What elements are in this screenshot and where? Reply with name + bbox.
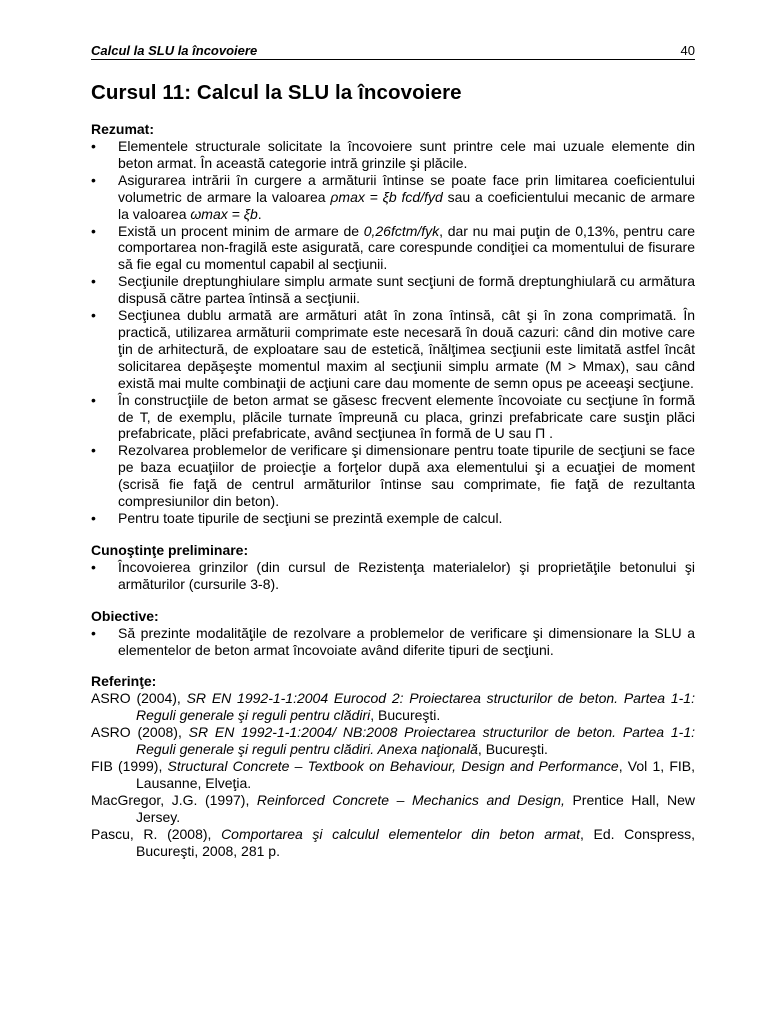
formula-rho-max: ρmax = ξb fcd/fyd (330, 188, 443, 205)
obiective-list (91, 625, 695, 659)
ref-title: Reinforced Concrete – Mechanics and Design, (256, 791, 565, 808)
text-span: , dar nu mai puţin de 0,13%, pentru care comportarea non-fragilă este asigurată, care corespunde condiţiei ca momentului de fisurare să fie egal cu momentul capabil al secţiunii. (118, 222, 695, 273)
text-span: Asigurarea intrării în curgere a armăturii întinse se poate face prin limitarea coeficientului volumetric de armare la valoarea (118, 171, 695, 205)
ref-publisher: , Ed. Conspress, Bucureşti, 2008, 281 p. (136, 825, 695, 859)
ref-author: ASRO (2004), (91, 690, 187, 707)
text-span: Există un procent minim de armare de (118, 222, 364, 239)
ref-title: Comportarea şi calculul elementelor din beton armat (221, 825, 581, 842)
text-span: sau a coeficientului mecanic de armare la valoarea (118, 188, 695, 222)
section-referinte (91, 673, 695, 859)
ref-title: SR EN 1992-1-1:2004/ NB:2008 Proiectarea structurilor de beton. Partea 1-1: Reguli generale şi reguli pentru clădiri. Anexa naţională (136, 724, 695, 758)
list-item (91, 172, 695, 223)
reference-item (91, 792, 695, 826)
reference-item (91, 758, 695, 792)
list-item: • În construcţiile de beton armat se găsesc frecvent elemente încovoiate cu secţiune în formă de T, de exemplu, plăcile turnate împreună cu placa, grinzi prefabricate care susţin plăci prefabricate, plăci prefabricate, având secţiunea în formă de U sau Π . (91, 392, 695, 443)
section-rezumat (91, 121, 695, 527)
text-span: . (257, 205, 262, 222)
page-number: 40 (680, 43, 695, 58)
list-item: • Secţiunile dreptunghiulare simplu armate sunt secţiuni de formă dreptunghiulară cu armătura dispusă către partea întinsă a secţiunii. (91, 273, 695, 307)
list-item: • Încovoierea grinzilor (din cursul de Rezistenţa materialelor) şi proprietăţile betonului şi armăturilor (cursurile 3-8). (91, 559, 695, 593)
ref-author: ASRO (2008), (91, 724, 189, 741)
ref-publisher: , Vol 1, FIB, Lausanne, Elveţia. (136, 758, 695, 791)
list-item: • Elementele structurale solicitate la încovoiere sunt printre cele mai uzuale elemente din beton armat. În această categorie intră grinzile şi plăcile. (91, 138, 695, 172)
list-item: • Pentru toate tipurile de secţiuni se prezintă exemple de calcul. (91, 510, 695, 527)
list-item: • Rezolvarea problemelor de verificare şi dimensionare pentru toate tipurile de secţiuni se face pe baza ecuaţiilor de proiecţie a forţelor după axa elementului şi a ecuaţiei de moment (scrisă fie faţă de centrul armăturilor întinse sau comprimate, fie faţă de rezultanta compresiunilor din beton). (91, 442, 695, 510)
running-header (91, 43, 695, 60)
section-obiective (91, 608, 695, 659)
list-item: • Să prezinte modalităţile de rezolvare a problemelor de verificare şi dimensionare la SLU a elementelor de beton armat încovoiate având diferite tipuri de secţiuni. (91, 625, 695, 659)
rezumat-list (91, 138, 695, 527)
ref-author: FIB (1999), (91, 758, 168, 775)
ref-title: Structural Concrete – Textbook on Behaviour, Design and Performance (167, 758, 619, 775)
cunostinte-list (91, 559, 695, 593)
ref-publisher: Prentice Hall, New Jersey. (136, 791, 695, 825)
page (91, 43, 695, 875)
formula-min-reinforcement: 0,26fctm/fyk (363, 222, 440, 239)
heading-rezumat: Rezumat: (91, 121, 155, 137)
reference-item (91, 724, 695, 758)
reference-item (91, 690, 695, 724)
heading-obiective: Obiective: (91, 607, 159, 624)
page-title: Cursul 11: Calcul la SLU la încovoiere (91, 81, 462, 104)
heading-cunostinte: Cunoştinţe preliminare: (91, 541, 249, 558)
formula-omega-max: ωmax = ξb (190, 205, 258, 222)
ref-publisher: , Bucureşti. (477, 741, 548, 758)
heading-referinte: Referinţe: (91, 673, 157, 690)
ref-author: MacGregor, J.G. (1997), (91, 791, 257, 808)
reference-item (91, 826, 695, 860)
running-header-title: Calcul la SLU la încovoiere (91, 43, 258, 58)
section-cunostinte (91, 542, 695, 593)
ref-title: SR EN 1992-1-1:2004 Eurocod 2: Proiectarea structurilor de beton. Partea 1-1: Reguli generale şi reguli pentru clădiri (136, 690, 695, 724)
list-item (91, 223, 695, 274)
ref-publisher: , Bucureşti. (370, 707, 441, 724)
list-item: • Secţiunea dublu armată are armături atât în zona întinsă, cât şi în zona comprimată. În practică, utilizarea armăturii comprimate este necesară în două cazuri: când din motive care ţin de arhitectură, de exploatare sau de estetică, înălţimea secţiunii este limitată astfel încât solicitarea depăşeşte momentul maxim al secţiunii simplu armate (M > Mmax), sau când există mai multe combinaţii de acţiuni care dau momente de semn opus pe aceeaşi secţiune. (91, 307, 695, 392)
ref-author: Pascu, R. (2008), (91, 825, 222, 842)
